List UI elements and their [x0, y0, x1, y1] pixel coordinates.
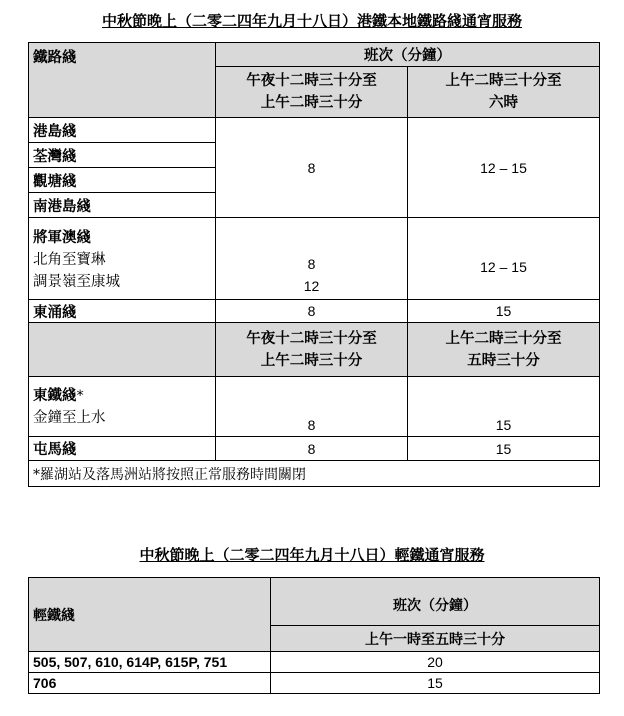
tuen-ma-freq-1: 8: [216, 437, 408, 461]
period-header-4: [408, 323, 600, 377]
period-header-2-line-a: 上午二時三十分至: [445, 73, 562, 89]
period-header-3: [216, 323, 408, 377]
period-header-2-line-b: 六時: [489, 95, 518, 111]
lr-freq-row-1: 20: [271, 652, 600, 673]
lr-freq-row-2: 15: [271, 673, 600, 694]
period-header-1-line-a: 午夜十二時三十分至: [246, 73, 377, 89]
line-tuen-ma: 屯馬綫: [29, 437, 216, 461]
lr-col-header-frequency: 班次（分鐘）: [271, 578, 600, 626]
group1-freq-1: 8: [216, 118, 408, 218]
east-rail-branch: 金鐘至上水: [33, 409, 106, 426]
tko-freq-1a: 8: [307, 256, 316, 272]
period-header-blank: [29, 323, 216, 377]
tko-branch-1: 北角至寶琳: [33, 251, 106, 268]
line-tsuen-wan: 荃灣綫: [29, 143, 216, 168]
period-header-3-line-a: 午夜十二時三十分至: [246, 330, 377, 347]
line-kwun-tong: 觀塘綫: [29, 168, 216, 193]
group1-freq-2: 12 – 15: [408, 118, 600, 218]
tko-freq-1b: 12: [303, 278, 320, 294]
period-header-4-line-a: 上午二時三十分至: [445, 330, 562, 347]
tko-freq-2: 12 – 15: [408, 218, 600, 300]
east-rail-footnote-mark: *: [76, 387, 84, 404]
period-header-2: [408, 67, 600, 118]
tko-line-cell: [29, 218, 216, 300]
period-header-3-line-b: 上午二時三十分: [260, 352, 363, 369]
line-island: 港島綫: [29, 118, 216, 143]
line-east-rail: 東鐵綫: [33, 387, 77, 404]
lr-routes-row-1: 505, 507, 610, 614P, 615P, 751: [29, 652, 271, 673]
tung-chung-freq-1: 8: [216, 300, 408, 323]
tuen-ma-freq-2: 15: [408, 437, 600, 461]
col-header-frequency: 班次（分鐘）: [216, 43, 600, 67]
light-rail-title: 中秋節晚上（二零二四年九月十八日）輕鐵通宵服務: [139, 546, 485, 564]
tung-chung-freq-2: 15: [408, 300, 600, 323]
col-header-line: 鐵路綫: [29, 43, 216, 118]
tko-branch-2: 調景嶺至康城: [33, 273, 120, 290]
light-rail-table: [28, 577, 600, 694]
line-south-island: 南港島綫: [29, 193, 216, 218]
lr-routes-row-2: 706: [29, 673, 271, 694]
line-tseung-kwan-o: 將軍澳綫: [33, 229, 91, 246]
line-tung-chung: 東涌綫: [29, 300, 216, 323]
lr-period-header: 上午一時至五時三十分: [271, 626, 600, 652]
tko-freq-1: [216, 218, 408, 300]
east-rail-freq-2: 15: [408, 377, 600, 437]
heavy-rail-title: 中秋節晚上（二零二四年九月十八日）港鐵本地鐵路綫通宵服務: [101, 12, 522, 30]
period-header-1-line-b: 上午二時三十分: [260, 95, 363, 111]
heavy-rail-table: [28, 42, 600, 487]
lr-col-header-line: 輕鐵綫: [29, 578, 271, 652]
period-header-4-line-b: 五時三十分: [467, 352, 540, 369]
period-header-1: [216, 67, 408, 118]
eal-line-cell: [29, 377, 216, 437]
footnote: *羅湖站及落馬洲站將按照正常服務時間關閉: [29, 461, 600, 487]
east-rail-freq-1: 8: [216, 377, 408, 437]
